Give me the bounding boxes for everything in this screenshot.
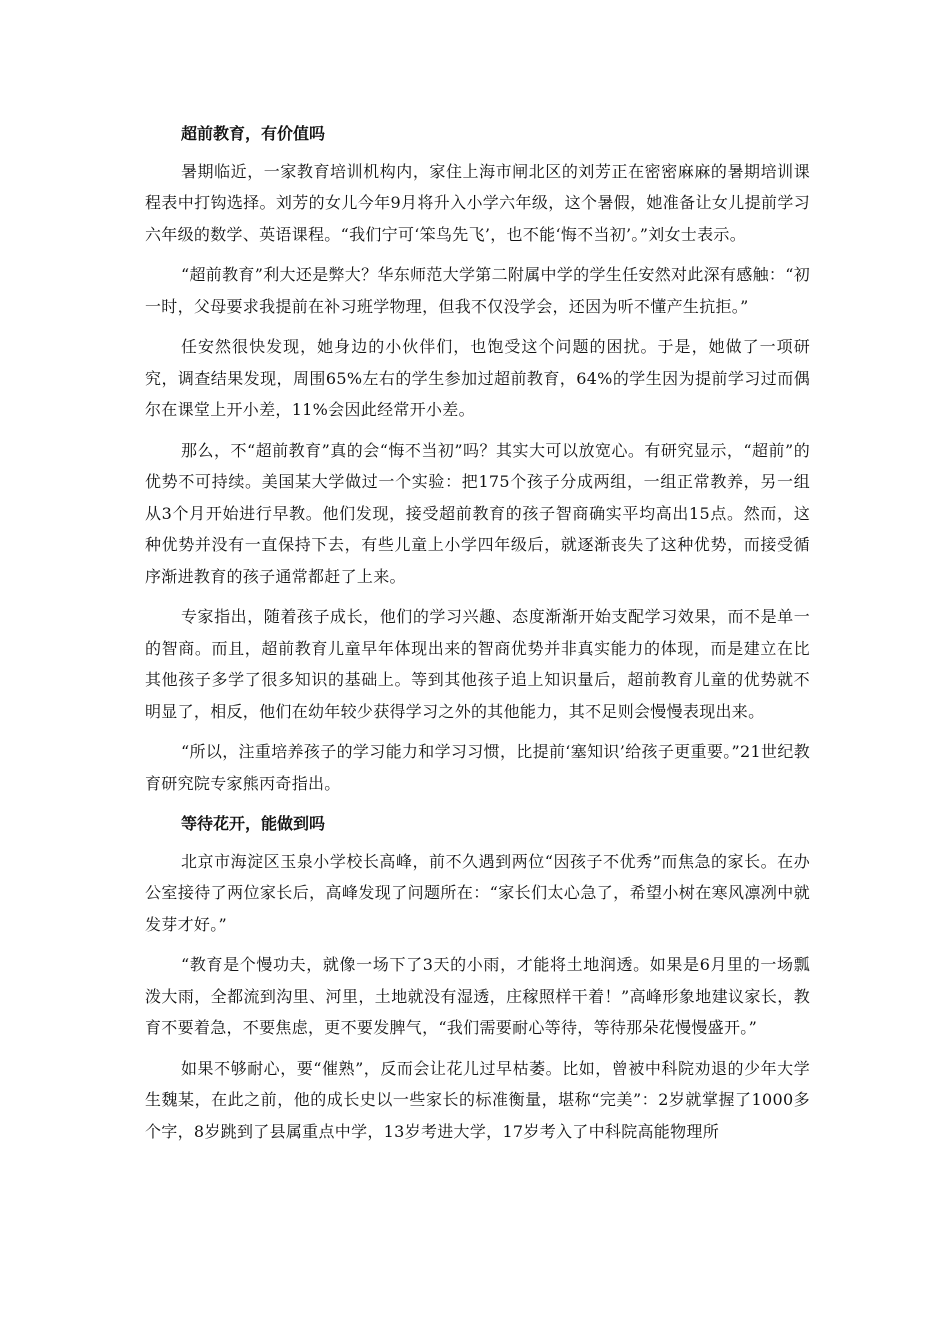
section-heading-advance-education: 超前教育，有价值吗 (181, 124, 326, 143)
paragraph: “教育是个慢功夫，就像一场下了3天的小雨，才能将土地润透。如果是6月里的一场瓢泼大雨，全都流到沟里、河里，土地就没有湿透，庄稼照样干着！”高峰形象地建议家长，教育不要着急，不要焦虑，更不要发脾气，“我们需要耐心等待，等待那朵花慢慢盛开。” (145, 955, 810, 1037)
paragraph: 北京市海淀区玉泉小学校长高峰，前不久遇到两位“因孩子不优秀”而焦急的家长。在办公室接待了两位家长后，高峰发现了问题所在：“家长们太心急了，希望小树在寒风凛冽中就发芽才好。” (145, 851, 810, 934)
paragraph: “超前教育”利大还是弊大？华东师范大学第二附属中学的学生任安然对此深有感触：“初一时，父母要求我提前在补习班学物理，但我不仅没学会，还因为听不懂产生抗拒。” (145, 265, 810, 316)
paragraph: 任安然很快发现，她身边的小伙伴们，也饱受这个问题的困扰。于是，她做了一项研究，调查结果发现，周围65%左右的学生参加过超前教育，64%的学生因为提前学习过而偶尔在课堂上开小差，11%会因此经常开小差。 (145, 337, 810, 419)
paragraph: 专家指出，随着孩子成长，他们的学习兴趣、态度渐渐开始支配学习效果，而不是单一的智商。而且，超前教育儿童早年体现出来的智商优势并非真实能力的体现，而是建立在比其他孩子多学了很多知识的基础上。等到其他孩子追上知识量后，超前教育儿童的优势就不明显了，相反，他们在幼年较少获得学习之外的其他能力，其不足则会慢慢表现出来。 (145, 607, 810, 721)
paragraph: 那么，不“超前教育”真的会“悔不当初”吗？其实大可以放宽心。有研究显示，“超前”的优势不可持续。美国某大学做过一个实验：把175个孩子分成两组，一组正常教养，另一组从3个月开始进行早教。他们发现，接受超前教育的孩子智商确实平均高出15点。然而，这种优势并没有一直保持下去，有些儿童上小学四年级后，就逐渐丧失了这种优势，而接受循序渐进教育的孩子通常都赶了上来。 (145, 440, 810, 586)
section-heading-waiting-bloom: 等待花开，能做到吗 (181, 814, 326, 833)
document-page (145, 118, 810, 1156)
paragraph: 如果不够耐心，要“催熟”，反而会让花儿过早枯萎。比如，曾被中科院劝退的少年大学生魏某，在此之前，他的成长史以一些家长的标准衡量，堪称“完美”：2岁就掌握了1000多个字，8岁跳到了县属重点中学，13岁考进大学，17岁考入了中科院高能物理所 (145, 1058, 810, 1141)
paragraph: “所以，注重培养孩子的学习能力和学习习惯，比提前‘塞知识’给孩子更重要。”21世纪教育研究院专家熊丙奇指出。 (145, 742, 810, 793)
paragraph: 暑期临近，一家教育培训机构内，家住上海市闸北区的刘芳正在密密麻麻的暑期培训课程表中打钩选择。刘芳的女儿今年9月将升入小学六年级，这个暑假，她准备让女儿提前学习六年级的数学、英语课程。“我们宁可‘笨鸟先飞’，也不能‘悔不当初’。”刘女士表示。 (145, 161, 810, 244)
